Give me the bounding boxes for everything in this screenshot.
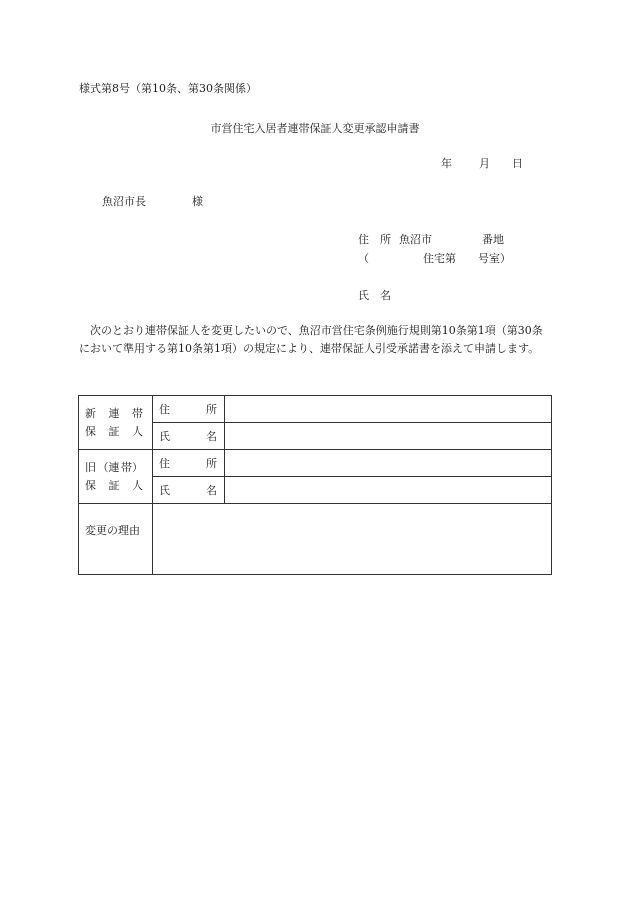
address-label: 住 所	[358, 233, 391, 246]
old-name-label: 氏 名	[153, 477, 225, 504]
addressee-honorific: 様	[192, 195, 203, 208]
new-address-label: 住 所	[153, 396, 225, 423]
housing-paren-open: （	[358, 252, 369, 265]
new-guarantor-label: 新 連 帯 保 証 人	[79, 396, 153, 450]
change-reason-label: 変更の理由	[79, 504, 153, 575]
old-guarantor-label: 旧 （連 帯） 保 証 人	[79, 450, 153, 504]
new-name-label: 氏 名	[153, 423, 225, 450]
housing-label: 住宅第	[423, 252, 456, 265]
room-label: 号室）	[478, 252, 511, 265]
form-number: 様式第8号（第10条、第30条関係）	[79, 82, 257, 95]
old-address-field[interactable]	[225, 450, 552, 477]
applicant-housing-line	[358, 250, 511, 266]
date-year-label: 年	[441, 157, 452, 170]
applicant-address-line	[358, 231, 504, 247]
date-day-label: 日	[512, 157, 523, 170]
date-line	[441, 155, 523, 171]
address-banchi: 番地	[482, 233, 504, 246]
old-name-field[interactable]	[225, 477, 552, 504]
date-month-label: 月	[479, 157, 490, 170]
body-paragraph: 次のとおり連帯保証人を変更したいので、魚沼市営住宅条例施行規則第10条第1項（第30条において準用する第10条第1項）の規定により、連帯保証人引受承諾書を添えて申請します。	[79, 324, 543, 355]
applicant-name-line: 氏 名	[358, 289, 391, 302]
address-city: 魚沼市	[399, 233, 432, 246]
addressee-name: 魚沼市長	[102, 195, 146, 208]
document-title: 市営住宅入居者連帯保証人変更承認申請書	[210, 122, 420, 135]
guarantor-table	[78, 395, 552, 575]
addressee	[102, 193, 203, 209]
new-address-field[interactable]	[225, 396, 552, 423]
new-name-field[interactable]	[225, 423, 552, 450]
change-reason-field[interactable]	[153, 504, 552, 575]
old-address-label: 住 所	[153, 450, 225, 477]
